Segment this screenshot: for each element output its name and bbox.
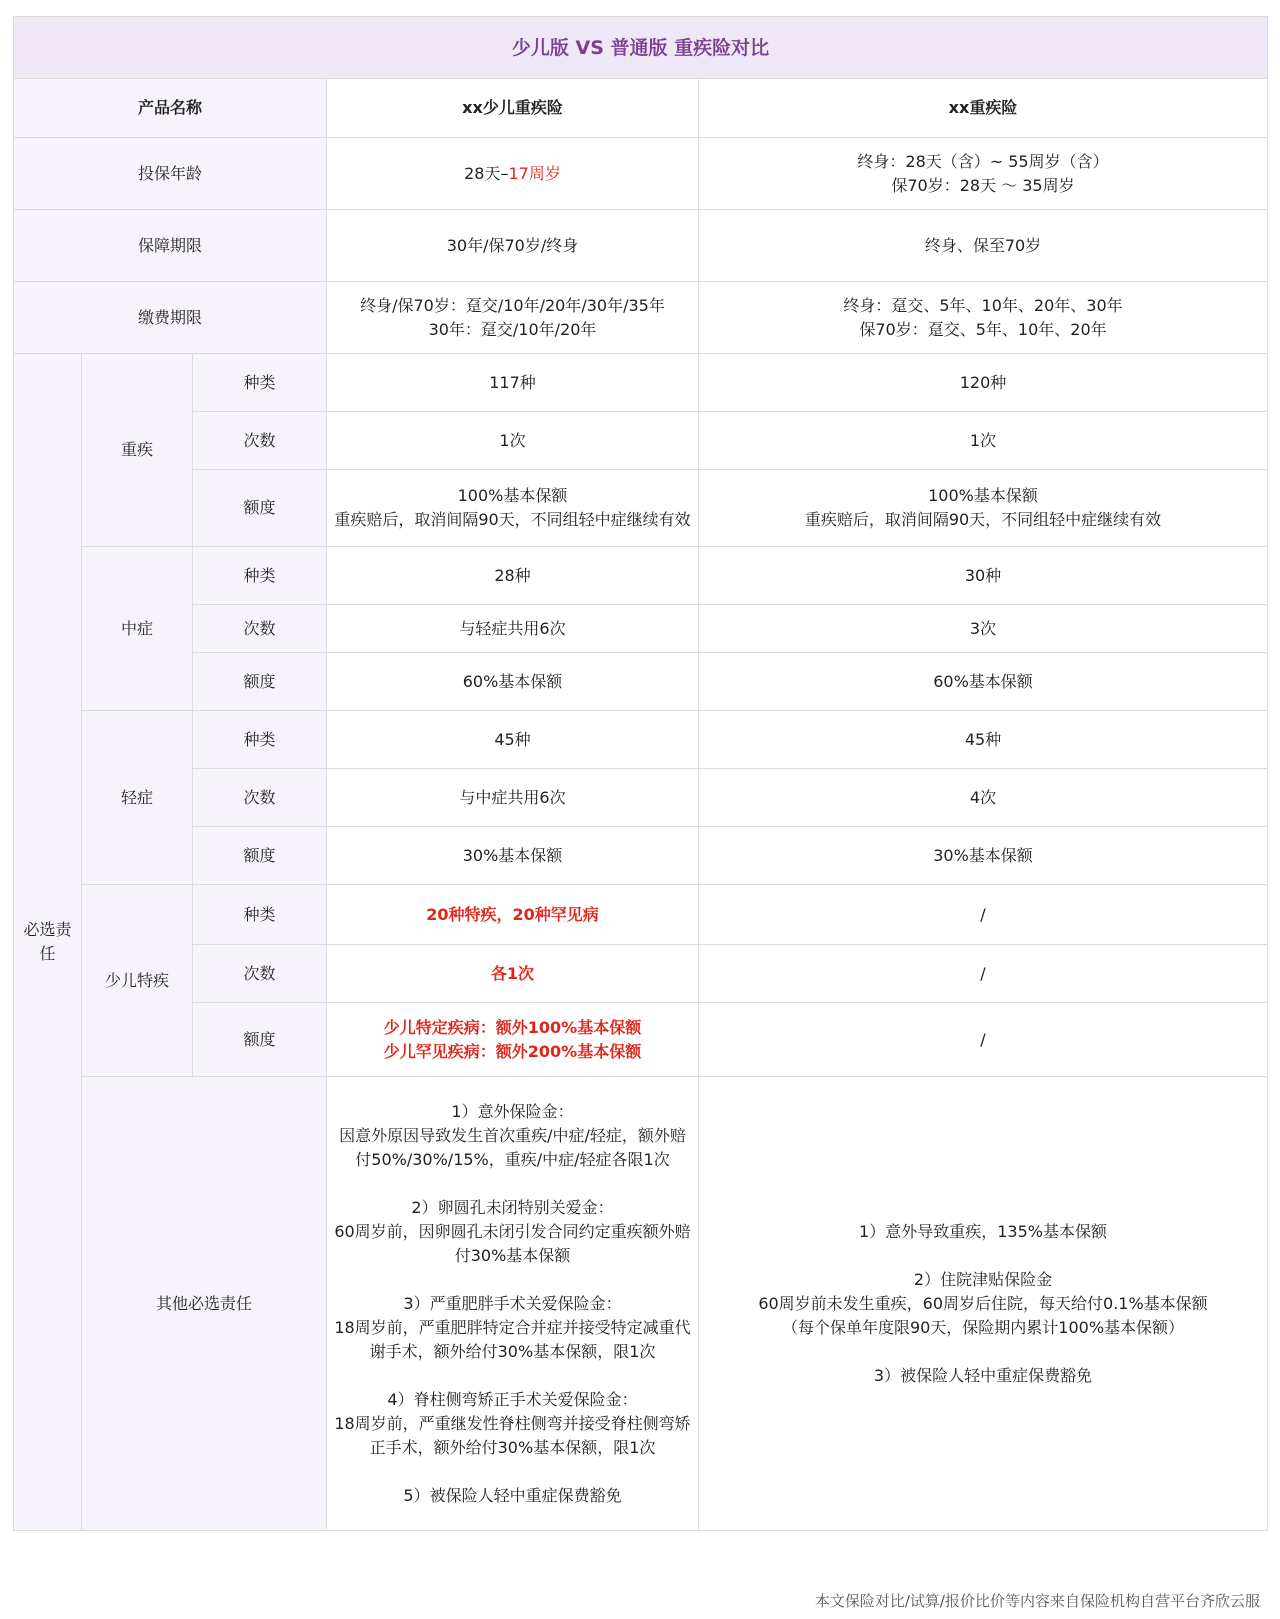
moderate-times-row [14,605,1268,653]
payment-a-line1: 终身/保70岁：趸交/10年/20年/30年/35年 [360,295,665,315]
mild-times-label: 次数 [193,769,327,827]
mild-amount-row [14,827,1268,885]
other-a-line: 4）脊柱侧弯矫正手术关爱保险金： [387,1389,638,1409]
payment-b-line1: 终身：趸交、5年、10年、20年、30年 [843,295,1123,315]
moderate-times-a: 与轻症共用6次 [327,605,699,653]
child-amount-a [327,1003,699,1077]
critical-amount-b-line2: 重疾赔后，取消间隔90天，不同组轻中症继续有效 [804,510,1162,529]
age-b-line2: 保70岁：28天 ～ 35周岁 [891,175,1075,195]
other-b-line: 1）意外导致重疾，135%基本保额 [859,1221,1107,1241]
other-b-line: 3）被保险人轻中重症保费豁免 [873,1365,1093,1385]
age-b [699,138,1268,210]
moderate-times-b: 3次 [699,605,1268,653]
child-kind-row [14,885,1268,945]
critical-kind-row [14,354,1268,412]
mandatory-label: 必选责任 [14,354,82,1531]
age-a-highlight: 17周岁 [508,163,561,183]
age-row [14,138,1268,210]
mild-label: 轻症 [82,711,193,885]
child-times-b: / [699,945,1268,1003]
other-row [14,1077,1268,1531]
payment-row [14,282,1268,354]
comparison-table [13,16,1268,1531]
age-a [327,138,699,210]
other-a-line: 2）卵圆孔未闭特别关爱金： [411,1197,614,1217]
other-a-line: 因意外原因导致发生首次重疾/中症/轻症，额外赔 [339,1125,686,1145]
critical-kind-a: 117种 [327,354,699,412]
mild-kind-b: 45种 [699,711,1268,769]
payment-b-line2: 保70岁：趸交、5年、10年、20年 [859,319,1107,339]
term-row [14,210,1268,282]
other-b-line: （每个保单年度限90天，保险期内累计100%基本保额） [781,1317,1185,1337]
other-a-line [333,1364,692,1388]
critical-times-a: 1次 [327,412,699,470]
other-b-line [705,1244,1261,1268]
other-b-line [705,1340,1261,1364]
age-b-line1: 终身：28天（含）~ 55周岁（含） [857,151,1109,171]
mild-amount-label: 额度 [193,827,327,885]
child-amount-label: 额度 [193,1003,327,1077]
critical-times-label: 次数 [193,412,327,470]
age-label: 投保年龄 [14,138,327,210]
other-a [327,1077,699,1531]
critical-amount-a-line1: 100%基本保额 [457,486,568,505]
other-a-line: 18周岁前，严重继发性脊柱侧弯并接受脊柱侧弯矫 [334,1413,691,1433]
critical-kind-b: 120种 [699,354,1268,412]
moderate-amount-b: 60%基本保额 [699,653,1268,711]
other-a-line: 5）被保险人轻中重症保费豁免 [403,1485,622,1505]
moderate-times-label: 次数 [193,605,327,653]
critical-amount-b-line1: 100%基本保额 [928,486,1038,505]
mild-amount-b: 30%基本保额 [699,827,1268,885]
other-a-line: 3）严重肥胖手术关爱保险金： [403,1293,622,1313]
child-kind-label: 种类 [193,885,327,945]
other-a-line: 18周岁前，严重肥胖特定合并症并接受特定减重代 [334,1317,691,1337]
child-amount-row [14,1003,1268,1077]
other-b [699,1077,1268,1531]
other-a-line: 正手术，额外给付30%基本保额，限1次 [369,1437,656,1457]
moderate-kind-a: 28种 [327,547,699,605]
critical-kind-label: 种类 [193,354,327,412]
child-amount-a-line1: 少儿特定疾病：额外100%基本保额 [383,1017,642,1037]
mild-kind-label: 种类 [193,711,327,769]
child-times-label: 次数 [193,945,327,1003]
moderate-kind-label: 种类 [193,547,327,605]
header-row [14,79,1268,138]
moderate-kind-row [14,547,1268,605]
other-a-line: 1）意外保险金： [451,1101,574,1121]
moderate-amount-label: 额度 [193,653,327,711]
other-label: 其他必选责任 [82,1077,327,1531]
critical-amount-a-line2: 重疾赔后，取消间隔90天，不同组轻中症继续有效 [334,510,691,529]
mild-amount-a: 30%基本保额 [327,827,699,885]
child-times-a: 各1次 [327,945,699,1003]
moderate-kind-b: 30种 [699,547,1268,605]
product-b-name: xx重疾险 [699,79,1268,138]
other-b-line: 2）住院津贴保险金 [913,1269,1053,1289]
payment-label: 缴费期限 [14,282,327,354]
moderate-amount-a: 60%基本保额 [327,653,699,711]
critical-times-b: 1次 [699,412,1268,470]
critical-amount-label: 额度 [193,470,327,547]
footer-note: 本文保险对比/试算/报价比价等内容来自保险机构自营平台齐欣云服 [814,1592,1260,1610]
age-a-prefix: 28天– [464,163,509,183]
term-label: 保障期限 [14,210,327,282]
table-title: 少儿版 VS 普通版 重疾险对比 [14,17,1268,79]
child-kind-a: 20种特疾，20种罕见病 [327,885,699,945]
critical-times-row [14,412,1268,470]
critical-amount-a [327,470,699,547]
mild-times-a: 与中症共用6次 [327,769,699,827]
mild-times-b: 4次 [699,769,1268,827]
term-b: 终身、保至70岁 [699,210,1268,282]
critical-amount-b [699,470,1268,547]
mild-times-row [14,769,1268,827]
other-a-line: 60周岁前，因卵圆孔未闭引发合同约定重疾额外赔 [334,1221,691,1241]
child-amount-b: / [699,1003,1268,1077]
critical-label: 重疾 [82,354,193,547]
child-times-row [14,945,1268,1003]
mild-kind-a: 45种 [327,711,699,769]
child-amount-a-line2: 少儿罕见疾病：额外200%基本保额 [383,1041,642,1061]
comparison-table-wrapper [13,16,1267,1531]
other-a-line: 付50%/30%/15%，重疾/中症/轻症各限1次 [355,1149,670,1169]
product-name-label: 产品名称 [14,79,327,138]
title-row [14,17,1268,79]
other-b-line: 60周岁前未发生重疾，60周岁后住院，每天给付0.1%基本保额 [758,1293,1208,1313]
product-a-name: xx少儿重疾险 [327,79,699,138]
critical-amount-row [14,470,1268,547]
child-special-label: 少儿特疾 [82,885,193,1077]
other-a-line [333,1460,692,1484]
other-a-line: 付30%基本保额 [454,1245,571,1265]
payment-b [699,282,1268,354]
mild-kind-row [14,711,1268,769]
term-a: 30年/保70岁/终身 [327,210,699,282]
moderate-amount-row [14,653,1268,711]
other-a-line [333,1268,692,1292]
payment-a-line2: 30年：趸交/10年/20年 [428,319,597,339]
moderate-label: 中症 [82,547,193,711]
other-a-line: 谢手术，额外给付30%基本保额，限1次 [369,1341,656,1361]
payment-a [327,282,699,354]
other-a-line [333,1172,692,1196]
child-kind-b: / [699,885,1268,945]
